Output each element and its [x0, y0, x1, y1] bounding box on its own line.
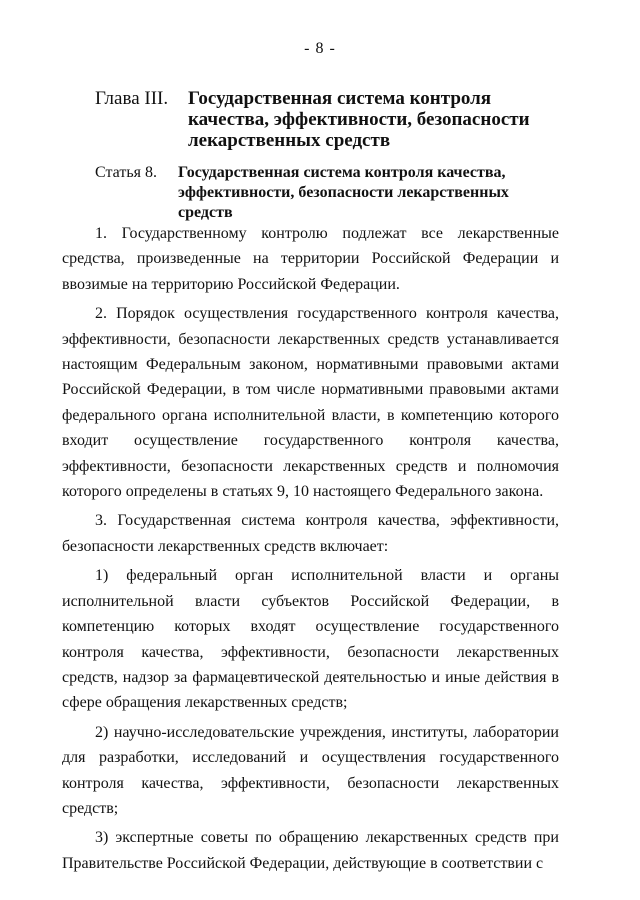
list-item-1: 1) федеральный орган исполнительной власти и органы исполнительной власти субъектов Российской Федерации, в компетенцию которых входят осуществление государственного контроля качества, эффективности, безопасности лекарственных средств, надзор за фармацевтической деятельностью и иные действия в сфере обращения лекарственных средств; [62, 567, 559, 712]
list-item-2: 2) научно-исследовательские учреждения, институты, лаборатории для разработки, исследований и осуществления государственного контроля качества, эффективности, безопасности лекарственных средств; [62, 723, 559, 817]
paragraph-2: 2. Порядок осуществления государственного контроля качества, эффективности, безопасности лекарственных средств устанавливается настоящим Федеральным законом, нормативными правовыми актами Российской Федерации, в том числе нормативными правовыми актами федерального органа исполнительной власти, в компетенцию которого входит осуществление государственного контроля качества, эффективности, безопасности лекарственных средств и полномочия которого определены в статьях 9, 10 настоящего Федерального закона. [62, 305, 559, 501]
paragraph-3: 3. Государственная система контроля качества, эффективности, безопасности лекарственных средств включает: [62, 512, 559, 555]
article-label: Статья 8. [95, 164, 157, 181]
article-title: Государственная система контроля качества, эффективности, безопасности лекарственных средств [178, 164, 509, 221]
page-number: - 8 - [304, 40, 336, 57]
chapter-title: Государственная система контроля качества, эффективности, безопасности лекарственных средств [188, 88, 530, 151]
list-item-3: 3) экспертные советы по обращению лекарственных средств при Правительстве Российской Федерации, действующие в соответствии с [62, 829, 559, 872]
article-heading [95, 163, 575, 223]
paragraph-1: 1. Государственному контролю подлежат все лекарственные средства, произведенные на территории Российской Федерации и ввозимые на территорию Российской Федерации. [62, 225, 559, 293]
chapter-label: Глава III. [95, 88, 169, 109]
article-body [62, 221, 559, 876]
chapter-heading [95, 88, 565, 151]
